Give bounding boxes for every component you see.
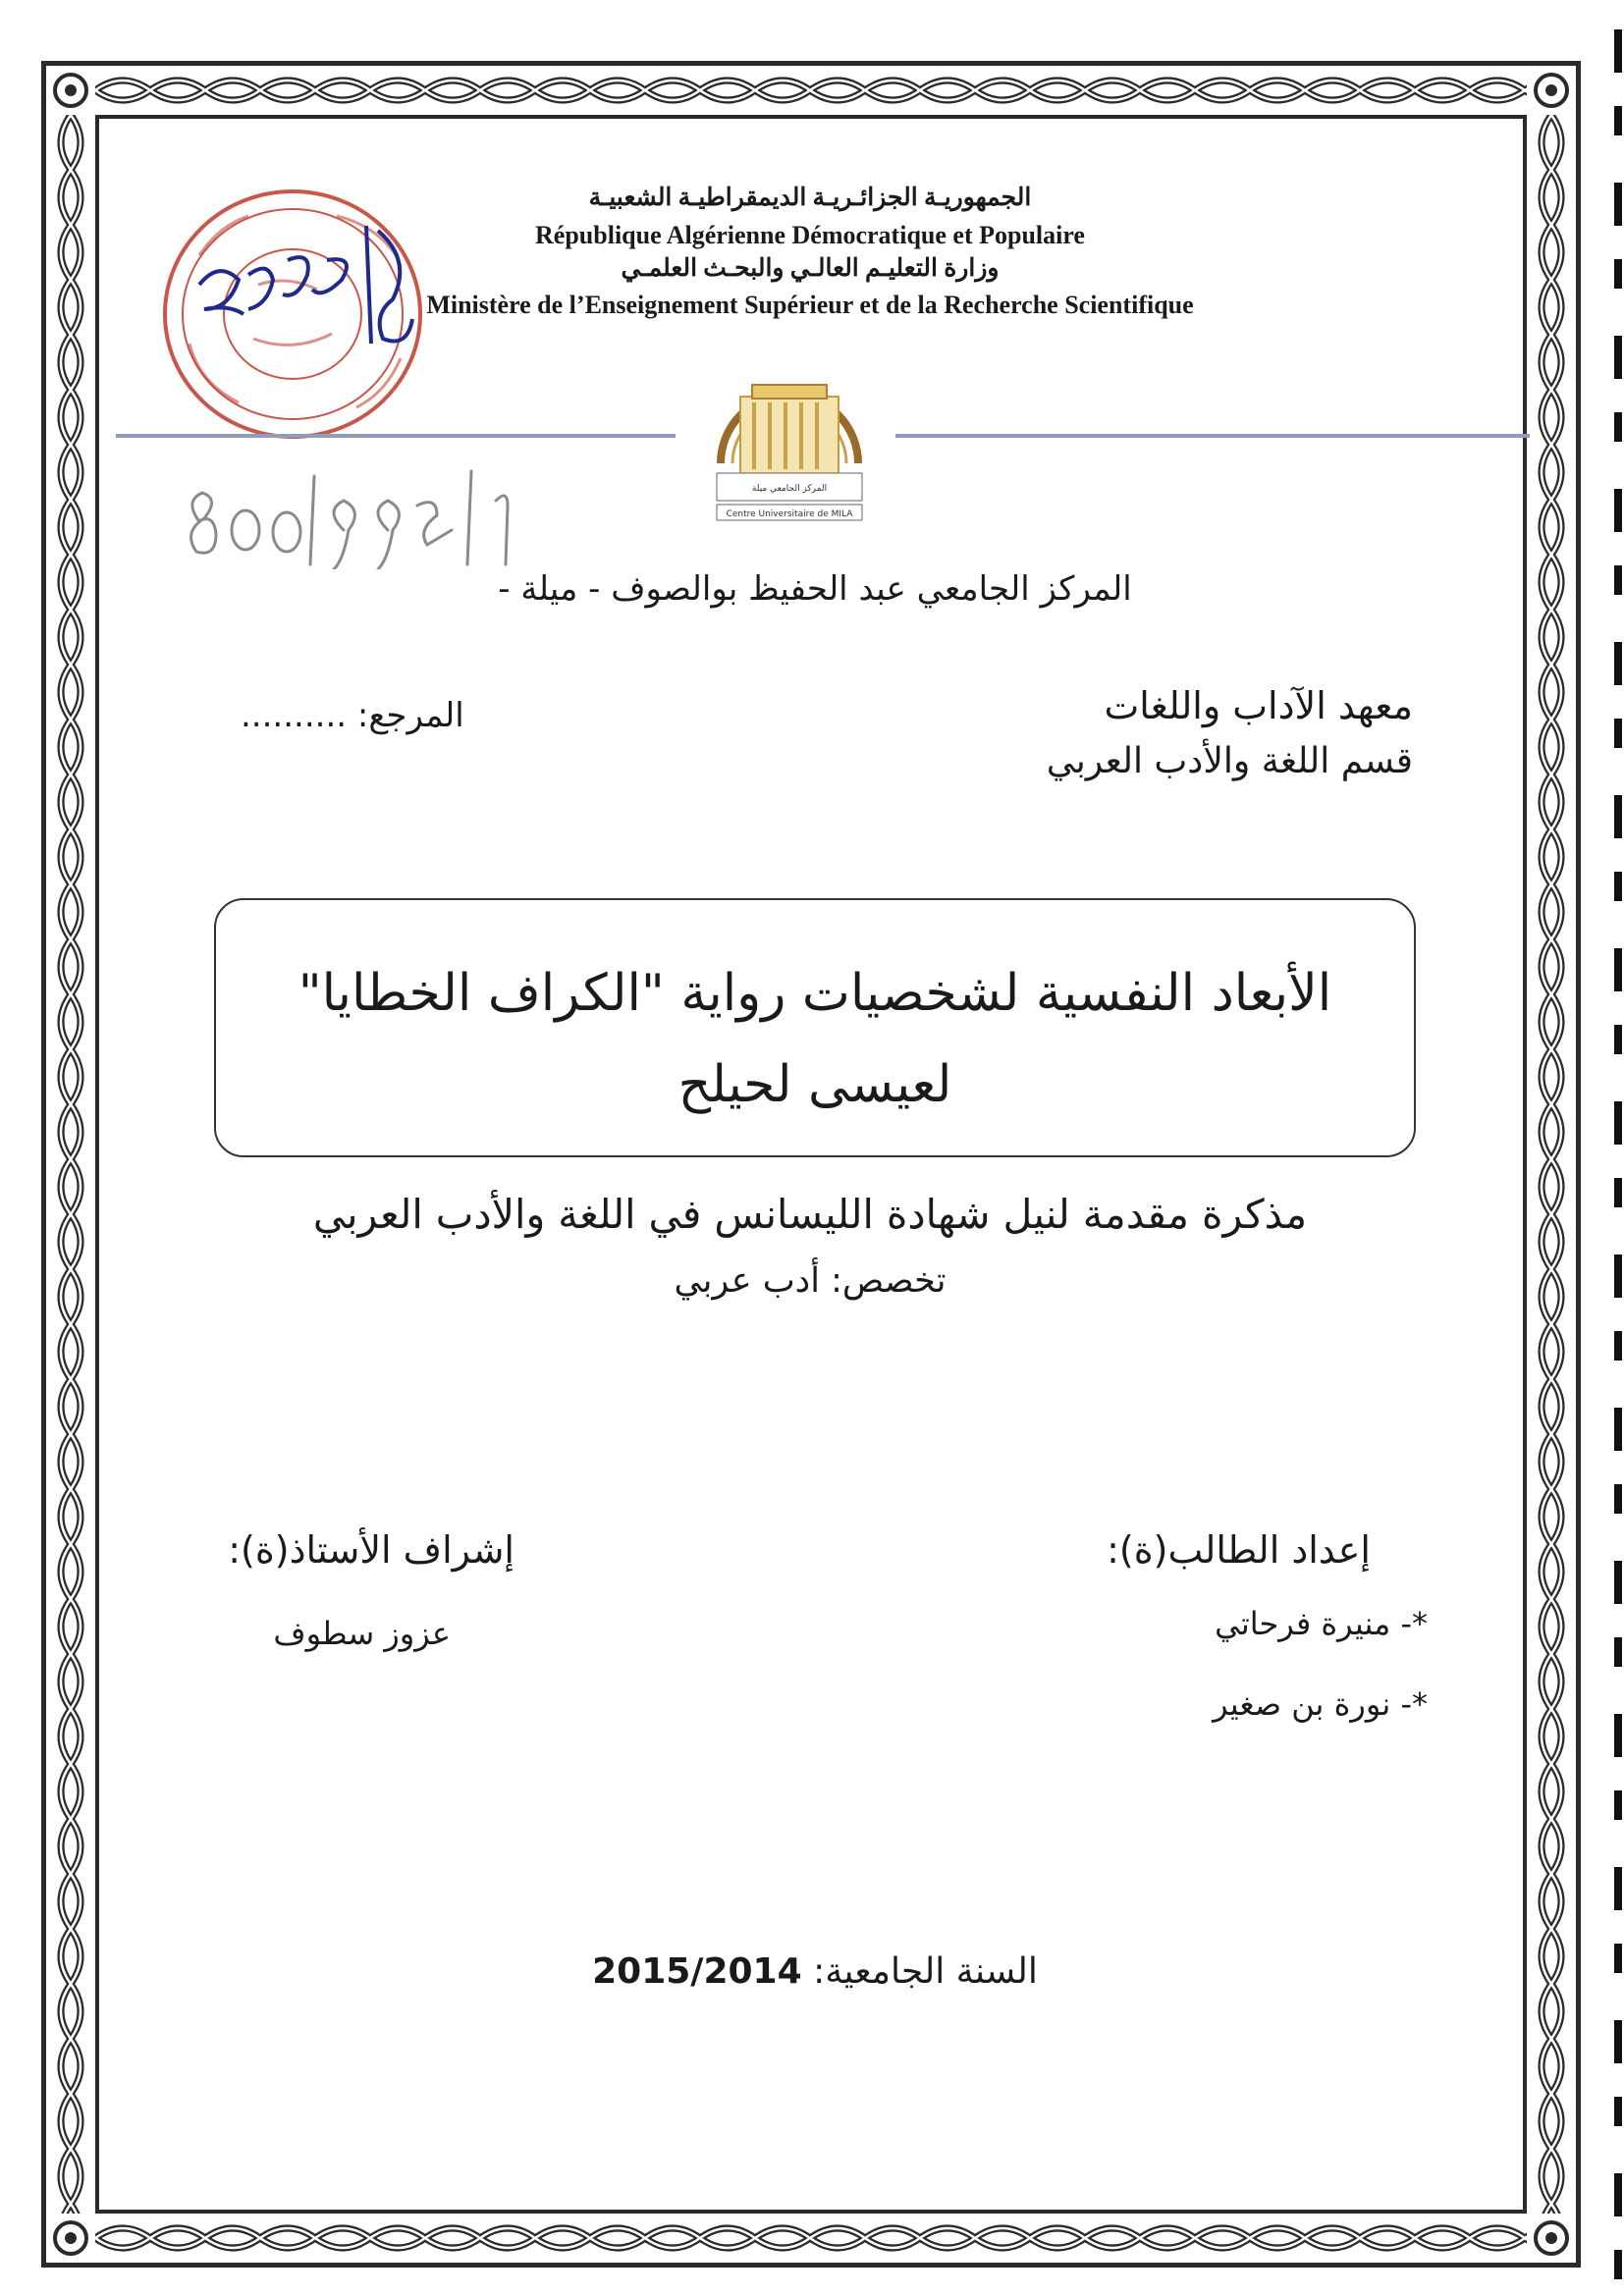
scan-edge-mark [1614, 565, 1622, 595]
student-name: *- نورة بن صغير [1213, 1685, 1428, 1723]
scan-edge-mark [1614, 948, 1622, 991]
ministry-french-heading: Ministère de l’Enseignement Supérieur et de la Recherche Scientifique [426, 291, 1194, 319]
scan-edge-mark [1614, 106, 1622, 135]
frame-corner-ornament [1527, 66, 1576, 115]
scan-edge-mark [1614, 336, 1622, 379]
reference-label: المرجع: .......... [241, 696, 464, 735]
scan-edge-mark [1614, 1331, 1622, 1361]
scan-edge-mark [1614, 1561, 1622, 1604]
scan-edge-mark [1614, 1025, 1622, 1054]
scan-edge-mark [1614, 489, 1622, 532]
scan-edge-mark [1614, 2020, 1622, 2063]
scan-edge-mark [1614, 183, 1622, 226]
frame-corner-ornament [46, 2214, 95, 2263]
thesis-statement: مذكرة مقدمة لنيل شهادة الليسانس في اللغة والأدب العربي [312, 1191, 1308, 1238]
scan-edge-mark [1614, 2250, 1622, 2279]
republic-arabic-heading: الجمهوريـة الجزائـريـة الديمقراطيـة الشعبيـة [588, 185, 1032, 211]
logo-caption: Centre Universitaire de MILA [726, 509, 853, 519]
scan-edge-mark [1614, 642, 1622, 685]
logo-arabic-label: المركز الجامعي ميلة [751, 484, 828, 494]
supervisor-label: إشراف الأستاذ(ة): [228, 1528, 514, 1572]
scan-edge-mark [1614, 1637, 1622, 1667]
supervisor-name: عزوز سطوف [273, 1615, 451, 1652]
republic-french-heading: République Algérienne Démocratique et Populaire [535, 221, 1085, 249]
frame-band-bottom [95, 2214, 1527, 2263]
thesis-title-box [214, 898, 1416, 1157]
scan-edge-marks [1610, 0, 1624, 2296]
academic-year-label: السنة الجامعية: [801, 1951, 1038, 1992]
scan-edge-mark [1614, 1484, 1622, 1514]
academic-year-value: 2015/2014 [592, 1951, 802, 1992]
scan-edge-mark [1614, 259, 1622, 289]
header-divider-left [116, 434, 676, 438]
institute-name: معهد الآداب واللغات [1104, 684, 1413, 727]
scan-edge-mark [1614, 795, 1622, 838]
frame-band-top [95, 66, 1527, 115]
scan-edge-mark [1614, 29, 1622, 73]
scan-edge-mark [1614, 1255, 1622, 1298]
specialization: تخصص: أدب عربي [674, 1261, 947, 1301]
scan-edge-mark [1614, 1178, 1622, 1207]
scan-edge-mark [1614, 1944, 1622, 1973]
university-name: المركز الجامعي عبد الحفيظ بوالصوف - ميلة - [498, 569, 1132, 609]
scan-edge-mark [1614, 1408, 1622, 1451]
frame-corner-ornament [1527, 2214, 1576, 2263]
scan-edge-mark [1614, 1867, 1622, 1910]
frame-band-right [1527, 115, 1576, 2214]
scan-edge-mark [1614, 719, 1622, 748]
scan-edge-mark [1614, 2097, 1622, 2126]
thesis-title-line1: الأبعاد النفسية لشخصيات رواية "الكراف الخطايا" [298, 964, 1332, 1023]
scan-edge-mark [1614, 1714, 1622, 1757]
frame-corner-ornament [46, 66, 95, 115]
frame-band-left [46, 115, 95, 2214]
handwritten-reference-number [177, 461, 530, 569]
scan-edge-mark [1614, 412, 1622, 442]
scan-edge-mark [1614, 2173, 1622, 2216]
scan-edge-mark [1614, 1101, 1622, 1145]
students-label: إعداد الطالب(ة): [1107, 1528, 1371, 1572]
student-name: *- منيرة فرحاتي [1215, 1605, 1428, 1642]
university-building-logo-icon [693, 346, 886, 532]
scan-edge-mark [1614, 1790, 1622, 1820]
scan-edge-mark [1614, 872, 1622, 901]
department-name: قسم اللغة والأدب العربي [1046, 741, 1413, 781]
thesis-title-line2: لعيسى لحيلح [677, 1055, 952, 1114]
ministry-arabic-heading: وزارة التعليـم العالـي والبحـث العلمـي [621, 255, 1000, 282]
header-divider-right [895, 434, 1530, 438]
academic-year [491, 1951, 1139, 1992]
